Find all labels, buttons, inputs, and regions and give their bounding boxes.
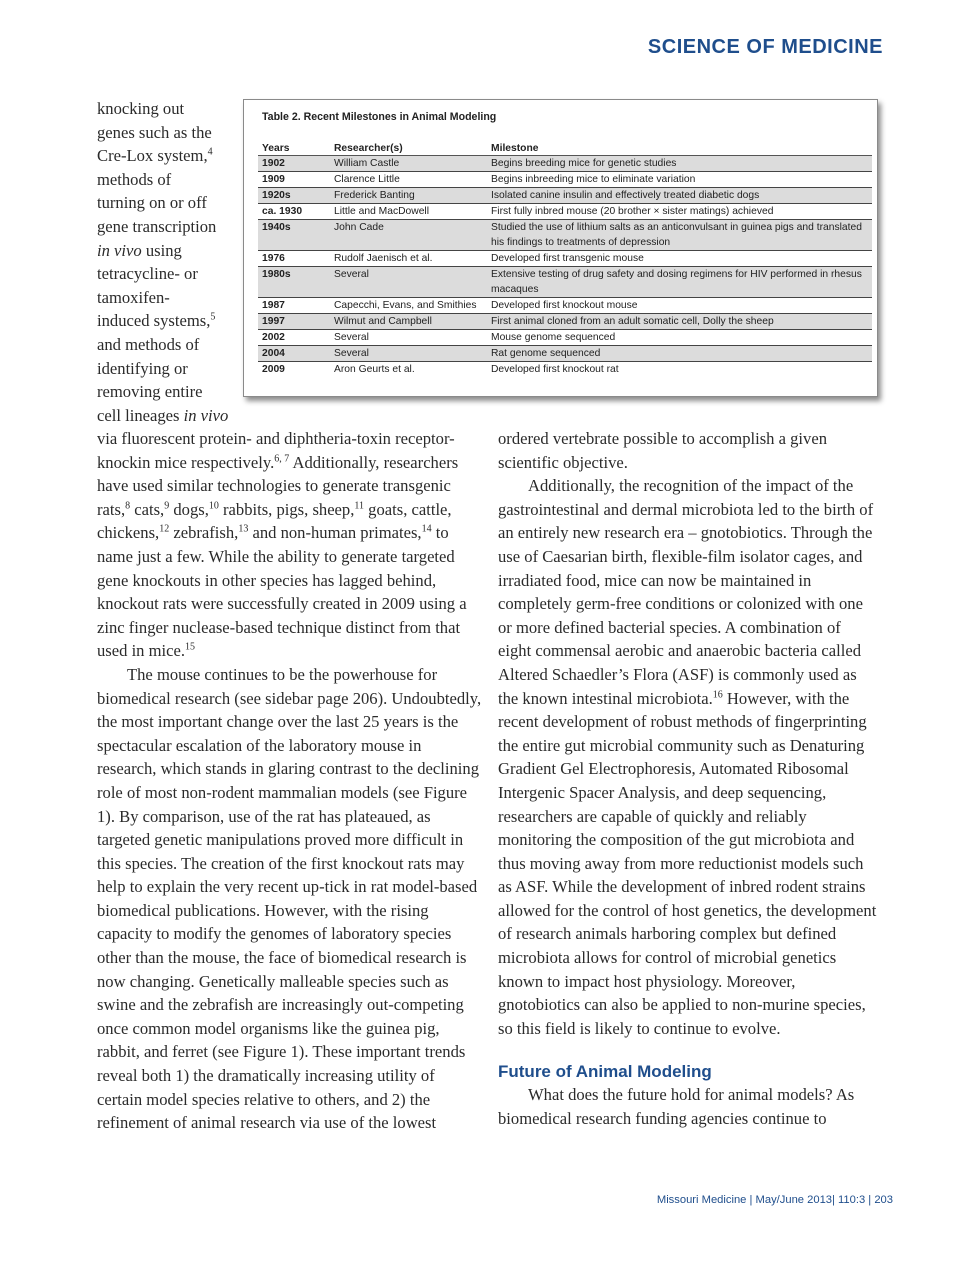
year-cell: 1976 [258, 251, 330, 267]
milestone-cell: First animal cloned from an adult somatic cell, Dolly the sheep [487, 314, 872, 330]
year-cell: 2009 [262, 364, 285, 375]
year-cell: 2004 [258, 346, 330, 362]
table-row [258, 204, 872, 220]
italic-term: in vivo [183, 405, 229, 425]
table-row [258, 267, 872, 298]
text-span: dogs, [169, 499, 209, 519]
milestone-cell: Developed first knockout mouse [487, 298, 872, 314]
page-footer: Missouri Medicine | May/June 2013| 110:3 | 203 [656, 1194, 893, 1206]
text-line [97, 239, 227, 263]
table-row [258, 298, 872, 314]
text-span: rabbits, pigs, sheep, [218, 499, 355, 519]
text-span: cell lineages [97, 405, 180, 425]
citation-superscript: 12 [159, 523, 170, 535]
paragraph: ordered vertebrate possible to accomplish a given scientific objective. [498, 429, 827, 472]
milestone-cell: Developed first transgenic mouse [487, 251, 872, 267]
text-span: Cre-Lox system, [97, 146, 208, 166]
citation-superscript: 16 [712, 689, 723, 700]
milestones-table-box [243, 99, 878, 397]
citation-superscript: 8 [125, 500, 131, 512]
column-header-milestone: Milestone [487, 140, 872, 156]
table-header-row [258, 140, 872, 156]
milestone-cell: Mouse genome sequenced [487, 330, 872, 346]
text-span: and non-human primates, [248, 523, 422, 543]
text-line: knocking out [97, 99, 185, 118]
table-row [258, 362, 872, 378]
column-header-researchers: Researcher(s) [330, 140, 487, 156]
text-span: induced systems, [97, 311, 211, 331]
text-line [97, 309, 227, 333]
text-line: gene transcription [97, 216, 217, 236]
table-row [258, 251, 872, 267]
text-span: Additionally, researchers have used similar technologies to generate transgenic rats, [97, 452, 459, 519]
paragraph [498, 474, 878, 1040]
paragraph: What does the future hold for animal models? As biomedical research funding agencies continue to [498, 1085, 855, 1129]
table-row [258, 188, 872, 204]
text-line [97, 144, 227, 168]
text-line: tamoxifen- [97, 287, 170, 307]
year-cell: ca. 1930 [258, 204, 330, 220]
text-span: via fluorescent protein- and diphtheria-toxin receptor-knockin mice respectively. [97, 429, 455, 472]
researcher-cell: Little and MacDowell [330, 204, 487, 220]
year-cell: 1920s [258, 188, 330, 204]
citation-superscript: 11 [354, 500, 365, 512]
text-line: turning on or off [97, 193, 207, 213]
milestone-cell: Begins inbreeding mice to eliminate variation [487, 172, 872, 188]
text-span: However, with the recent development of robust methods of fingerprinting the entire gut microbial community such as Denaturing Gradient Gel Electrophoresis, Automated Ribosomal Intergenic Spacer Analysis, and deep sequencing, researchers are capable of quickly and reliably monitoring the composition of the gut microbiota and thus moving away from more reductionist models such as ASF. While the development of inbred rodent strains allowed for the control of host genetics, the development of research animals harboring complex but defined microbiota allows for control of microbial genetics known to impact host physiology. Moreover, gnotobiotics can also be applied to non-murine species, so this field is likely to continue to evolve. [498, 688, 877, 1038]
researcher-cell: Wilmut and Campbell [330, 314, 487, 330]
researcher-cell: Clarence Little [330, 172, 487, 188]
text-line: and methods of [97, 334, 200, 354]
year-cell: 1940s [258, 220, 330, 251]
right-column [498, 427, 878, 1131]
wrapped-text-column [97, 97, 227, 427]
researcher-cell: Several [330, 267, 487, 298]
text-line [97, 404, 227, 428]
year-cell: 1902 [258, 156, 330, 172]
citation-superscript: 6, 7 [274, 453, 290, 465]
year-cell: 1980s [258, 267, 330, 298]
italic-term: in vivo [97, 240, 142, 260]
table-caption: Table 2. Recent Milestones in Animal Modeling [262, 111, 497, 123]
researcher-cell: Aron Geurts et al. [334, 364, 415, 375]
year-cell: 2002 [258, 330, 330, 346]
text-span: using [145, 240, 182, 260]
researcher-cell: Rudolf Jaenisch et al. [330, 251, 487, 267]
text-line: genes such as the [97, 122, 212, 142]
text-span: Additionally, the recognition of the impact of the gastrointestinal and dermal microbiota led to the birth of an entirely new research era – gnotobiotics. Through the use of Caesarian birth, flexible-film isolator cages, and irradiated food, mice can now be maintained in completely germ-free conditions or colonized with one or more defined bacterial species. A combination of eight commensal aerobic and anaerobic bacteria called Altered Schaedler’s Flora (ASF) is commonly used as the known intestinal microbiota. [498, 476, 874, 708]
researcher-cell: Several [330, 330, 487, 346]
paragraph: The mouse continues to be the powerhouse for biomedical research (see sidebar page 206). Undoubtedly, the most important change over the last 25 years is the spectacular escalation of the laboratory mouse in research, which stands in glaring contrast to the declining role of most non-rodent mammalian models (see Figure 1). By comparison, use of the rat has plateaued, as targeted genetic manipulations proved more difficult in this species. The creation of the first knockout rats may help to explain the very recent up-tick in rat model-based biomedical publications. However, with the rising capacity to modify the genomes of laboratory species other than the mouse, the face of biomedical research is now changing. Genetically malleable species such as swine and the zebrafish are increasingly out-competing once common model organisms like the guinea pig, rabbit, and ferret (see Figure 1). These important trends reveal both 1) the dramatically increasing utility of certain model species relative to others, and 2) the refinement of animal research via use of the lowest [97, 664, 482, 1133]
milestone-cell: First fully inbred mouse (20 brother × sister matings) achieved [487, 204, 872, 220]
researcher-cell: Several [330, 346, 487, 362]
table-row [258, 330, 872, 346]
text-line: removing entire [97, 382, 203, 402]
text-line: tetracycline- or [97, 264, 198, 284]
milestone-cell: Developed first knockout rat [491, 364, 619, 375]
left-column [97, 427, 482, 1135]
researcher-cell: John Cade [330, 220, 487, 251]
citation-superscript: 10 [208, 500, 219, 512]
citation-superscript: 13 [238, 523, 249, 535]
year-cell: 1997 [258, 314, 330, 330]
milestone-cell: Studied the use of lithium salts as an anticonvulsant in guinea pigs and translated his findings to treatments of depression [487, 220, 872, 251]
table-row [258, 346, 872, 362]
citation-superscript: 4 [207, 146, 213, 158]
table-row [258, 220, 872, 251]
milestone-cell: Rat genome sequenced [487, 346, 872, 362]
journal-section-title: SCIENCE OF MEDICINE [647, 36, 883, 58]
table-row [258, 172, 872, 188]
text-line: identifying or [97, 358, 188, 378]
milestone-cell: Extensive testing of drug safety and dosing regimens for HIV performed in rhesus macaques [487, 267, 872, 298]
researcher-cell: Capecchi, Evans, and Smithies [330, 298, 487, 314]
text-line: methods of [97, 169, 172, 189]
column-header-years: Years [258, 140, 330, 156]
citation-superscript: 5 [210, 311, 216, 323]
citation-superscript: 15 [185, 641, 196, 653]
researcher-cell: William Castle [330, 156, 487, 172]
year-cell: 1987 [258, 298, 330, 314]
researcher-cell: Frederick Banting [330, 188, 487, 204]
milestones-table [258, 140, 872, 377]
section-heading: Future of Animal Modeling [498, 1062, 712, 1082]
paragraph [97, 427, 482, 663]
milestone-cell: Begins breeding mice for genetic studies [487, 156, 872, 172]
table-row [258, 156, 872, 172]
year-cell: 1909 [258, 172, 330, 188]
text-span: cats, [130, 499, 165, 519]
text-span: to name just a few. While the ability to generate targeted gene knockouts in other species has lagged behind, knockout rats were successfully created in 2009 using a zinc finger nuclease-based technique distinct from that used in mice. [97, 523, 467, 661]
citation-superscript: 9 [164, 500, 170, 512]
table-row [258, 314, 872, 330]
text-span: zebrafish, [169, 523, 239, 543]
text-span: goats, cattle, chickens, [97, 499, 452, 543]
citation-superscript: 14 [421, 523, 432, 535]
milestone-cell: Isolated canine insulin and effectively treated diabetic dogs [487, 188, 872, 204]
